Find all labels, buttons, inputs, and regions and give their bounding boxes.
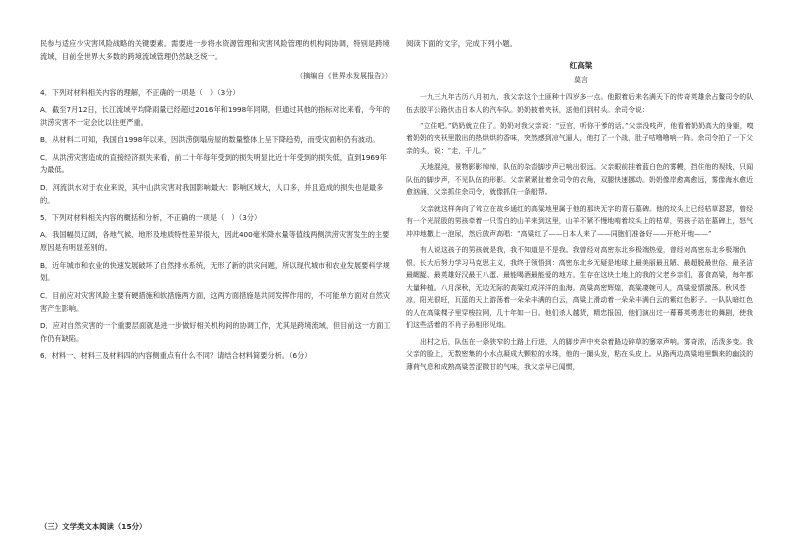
question-5-option-c: C．目前应对灾害风险主要有硬措施和软措施两方面，这两方面措施是共同发挥作用的，不可能单方面对自然灾害产生影响。: [40, 290, 391, 313]
question-4-option-d: D．河流洪水对于农业来说，其中山洪灾害对我国影响最大：影响区域大，人口多，并且造成的损失也是最多的。: [40, 182, 384, 205]
story-paragraph: 天地混沌，景物影影绰绰，队伍的杂沓脚步声已响出很远。父亲眼前挂着蓝白色的雾幔，挡住他的视线，只闻队伍的脚步声，不见队伍的形影。父亲紧紧扯着余司令的衣角，双腿快速挪动。奶奶像岸愈离愈远，雾像海水愈近愈汹涌，父亲抓住余司令，就像抓住一条船帮。: [406, 163, 754, 197]
question-4-option-a: A．截至7月12日，长江流域平均降雨量已经超过2016年和1998年同期，但通过其他的指标对比来看，今年的洪涝灾害不一定会比以往更严重。: [40, 105, 390, 127]
question-5-option-b: B．近年城市和农业的快速发展破坏了自然排水系统，无形了新的洪灾问题，所以现代城市和农业发展要科学规划。: [40, 260, 390, 283]
question-6: 6．材料一、材料三及材料四的内容侧重点有什么不同？请结合材料简要分析。（6分）: [40, 351, 312, 361]
material-source: （摘编自《世界水发展报告》）: [296, 71, 392, 80]
question-4-stem: 4．下列对材料相关内容的理解，不正确的一项是（ ）（3分）: [40, 87, 240, 97]
story-paragraph: 父亲就这样奔向了耸立在故乡通红的高粱地里属于他的那块无字的青石墓碑。他的坟头上已经枯草瑟瑟，曾经有一个光屁股的男孩牵着一只雪白的山羊来到这里，山羊不紧不慢地啃着坟头上的枯草，男孩子站在墓碑上，怒气冲冲地撒上一泡尿，然后放声高唱：“高粱红了——日本人来了——同胞们准备好——开枪开炮——”: [406, 204, 754, 238]
section-title: （三）文学类文本阅读（15分）: [40, 522, 147, 531]
story-title: 红高粱: [569, 61, 593, 70]
material-paragraph: 民参与适应少灾害风险战略的关键要素。需要进一步将水资源管理和灾害风险管理的机构间协调，特别是跨境流域，目前全世界大多数的跨境流域管理仍然缺乏统一。: [40, 39, 390, 61]
story-author: 莫言: [574, 76, 588, 84]
left-column: [40, 38, 392, 368]
story-paragraph: 一九三九年古历八月初九，我父亲这个土匪种十四岁多一点。他跟着后来名满天下的传奇英雄余占鳌司令的队伍去胶平公路伏击日本人的汽车队。奶奶披着夹袄，送他们到村头。余司令说：: [406, 93, 754, 114]
reading-intro: 阅读下面的文字，完成下列小题。: [406, 39, 517, 48]
question-5-option-a: A．我国幅员辽阔，各地气候、地形及地质特性差异很大，因此400毫米降水量等值线两侧洪涝灾害发生的主要原因是有明显差别的。: [40, 230, 390, 253]
question-5-option-d: D．应对自然灾害的一个重要层面就是进一步做好相关机构间的协调工作，尤其是跨境流域，但目前这一方面工作仍有缺陷。: [40, 320, 391, 343]
story-paragraph: 有人说这孩子的男孩就是我，我不知道是不是我。我曾经对高密东北乡极端热爱，曾经对高密东北乡极端仇恨，长大后努力学习马克思主义，我终于领悟到：高密东北乡无疑是地球上最美丽最丑陋、最超脱最世俗、最圣洁最龌龊、最英雄好汉最王八蛋、最能喝酒最能爱的地方。生存在这块土地上的我的父老乡亲们，喜食高粱，每年都大量种植。八月深秋，无边无际的高粱红成洋洋的血海。高粱高密辉煌，高粱凄婉可人，高粱爱情激荡。秋风苍凉，阳光很旺，瓦蓝的天上游荡着一朵朵丰满的白云，高粱上滑动着一朵朵丰满白云的紫红色影子。一队队暗红色的人在高粱棵子里穿梭拉网，几十年如一日。他们杀人越货，精忠报国，他们演出过一幕幕英勇悲壮的舞剧，使我们这些活着的不肖子孙相形见绌。: [406, 245, 754, 330]
right-column: [406, 38, 756, 377]
question-4-option-c: C．从洪涝灾害造成的直接经济损失来看，前二十年每年受到的损失明显比近十年受到的损失低，直到1969年为最低。: [40, 152, 387, 175]
story-paragraph: “立住吧。”奶奶就立住了。奶奶对我父亲说：“豆官，听你干爹的话。”父亲没吱声，他看着奶奶高大的身躯，嗅着奶奶的夹袄里散出的热烘烘的香味，突然感到凉气逼人，他打了一个战，肚子咕噜噜响一阵。余司令拍了一下父亲的头，说：“走，干儿。”: [406, 121, 754, 155]
question-4-option-b: B．从材料二可知，我国自1998年以来，因洪涝倒塌房屋的数量整体上呈下降趋势，而受灾面积仍有波动。: [40, 135, 380, 145]
question-5-stem: 5．下列对材料相关内容的概括和分析，不正确的一项是（ ）（3分）: [40, 213, 262, 223]
story-paragraph: 出村之后，队伍在一条狭窄的土路上行进，人的脚步声中夹杂着路边碎草的窸窣声响。雾奇浓，活泼多变。我父亲的脸上，无数密集的小水点凝成大颗粒的水珠，他的一撮头发，粘在头皮上。从路两边高粱地里飘来的幽淡的薄荷气息和成熟高粱苦涩微甘的气味，我父亲早已闻惯，: [406, 337, 754, 371]
